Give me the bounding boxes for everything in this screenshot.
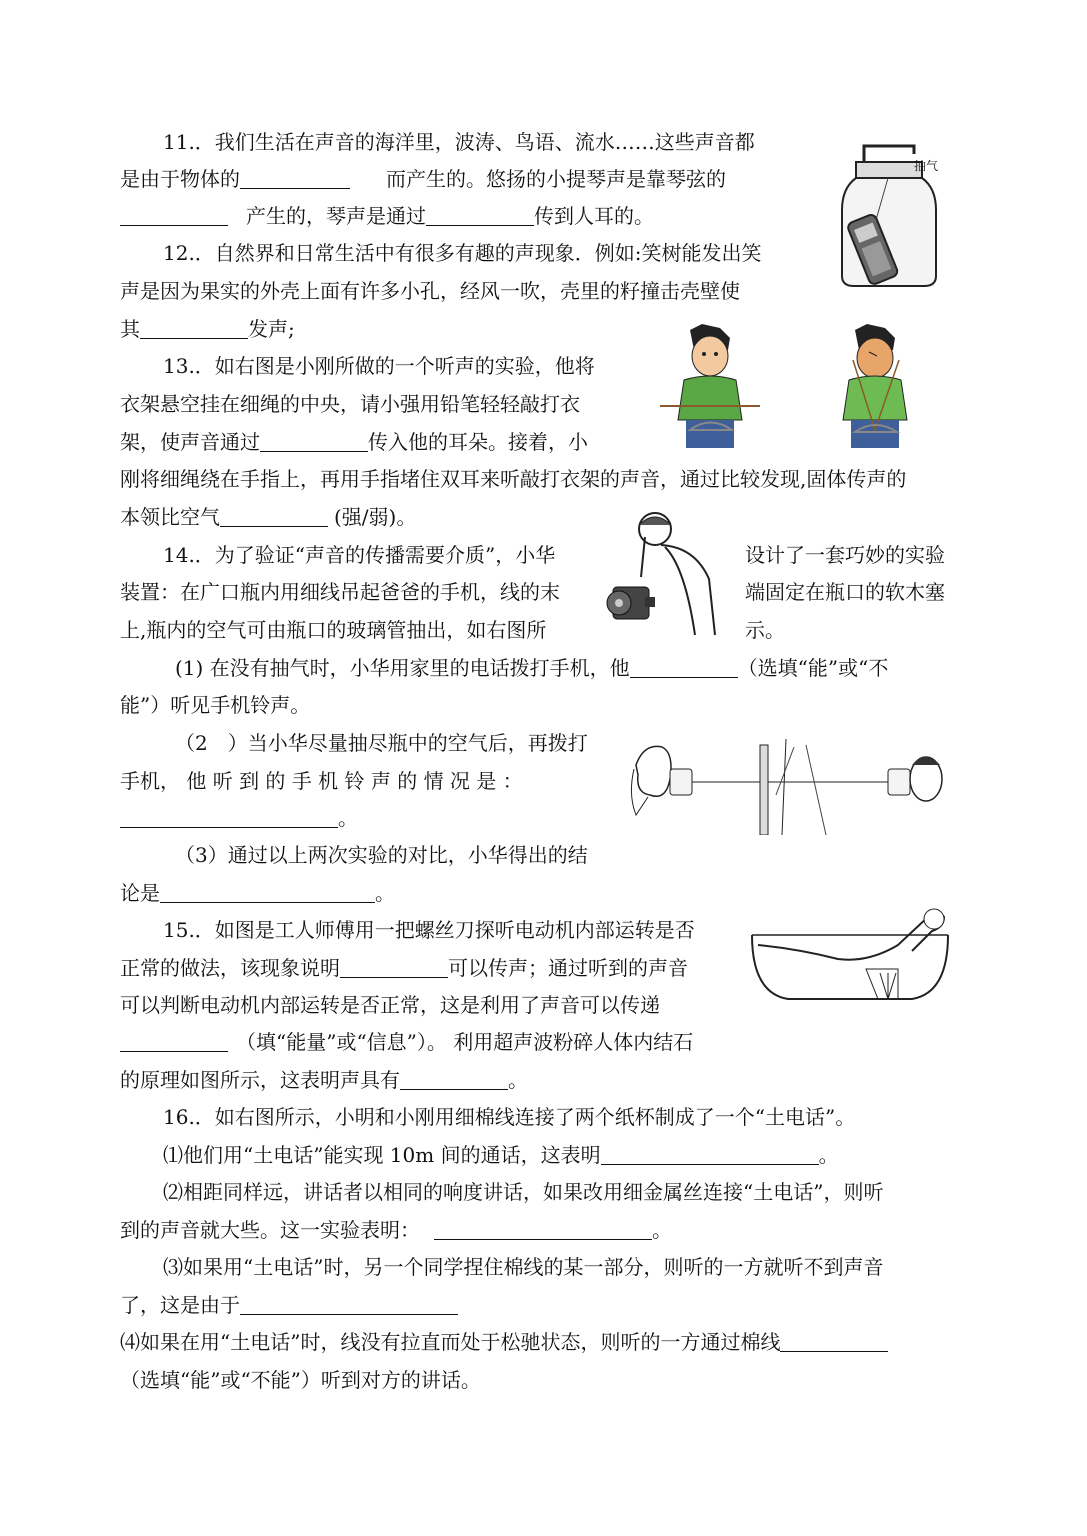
q16-part-4-cont: （选填“能”或“不能”）听到对方的讲话。: [120, 1368, 481, 1392]
q16-text-p1a: ⑴他们用“土电话”能实现 10m 间的通话，这表明: [163, 1143, 601, 1167]
jar-phone-figure: [836, 140, 952, 288]
q15-line-2: [120, 956, 688, 980]
q16-blank-3[interactable]: [240, 1294, 458, 1315]
q14-blank-3[interactable]: [160, 882, 375, 903]
q13-blank-1[interactable]: [260, 431, 368, 452]
q16-part-2: ⑵相距同样远，讲话者以相同的响度讲话，如果改用细金属丝连接“土电话”，则听: [163, 1180, 884, 1204]
q15-blank-3[interactable]: [400, 1069, 508, 1090]
q14-part-1: [175, 656, 888, 680]
q16-blank-4[interactable]: [780, 1331, 888, 1352]
q15-text-5a: 的原理如图所示，这表明声具有: [120, 1068, 400, 1092]
q12-blank-1[interactable]: [140, 318, 248, 339]
q11-text-2a: 是由于物体的: [120, 167, 240, 191]
q16-blank-2[interactable]: [434, 1219, 652, 1240]
q15-blank-2[interactable]: [120, 1031, 228, 1052]
q15-text-4a: （填“能量”或“信息”）。 利用超声波粉碎人体内结石: [236, 1030, 694, 1054]
q14-blank-2[interactable]: [120, 807, 338, 828]
q15-blank-1[interactable]: [340, 957, 448, 978]
q13-line-3: [120, 430, 588, 454]
q12-line-3: [120, 317, 295, 341]
q11-text-2b: 而产生的。悠扬的小提琴声是靠琴弦的: [386, 167, 726, 191]
q13-text-5b: (强/弱)。: [334, 505, 417, 529]
q13-line-4: 刚将细绳绕在手指上，再用手指堵住双耳来听敲打衣架的声音，通过比较发现,固体传声的: [120, 467, 907, 491]
q14-part-1-cont: 能”）听见手机铃声。: [120, 693, 311, 717]
q16-text-p2c: 。: [652, 1218, 672, 1242]
q16-part-4: [120, 1330, 888, 1354]
q14-line-1a: 14.．为了验证“声音的传播需要介质”，小华: [163, 543, 556, 567]
q11-line-1: 11.．我们生活在声音的海洋里，波涛、鸟语、流水……这些声音都: [163, 130, 755, 154]
q13-line-2: 衣架悬空挂在细绳的中央，请小强用铅笔轻轻敲打衣: [120, 392, 580, 416]
q15-text-2b: 可以传声；通过听到的声音: [448, 956, 688, 980]
q15-line-1: 15.．如图是工人师傅用一把螺丝刀探听电动机内部运转是否: [163, 918, 695, 942]
q11-line-2: [120, 167, 726, 191]
jar-label: 抽气: [914, 159, 939, 173]
q14-part-3-cont: [120, 881, 395, 905]
q12-line-1: 12.．自然界和日常生活中有很多有趣的声现象．例如:笑树能发出笑: [163, 241, 762, 265]
q14-text-p3b: 论是: [120, 881, 160, 905]
q16-part-3: ⑶如果用“土电话”时，另一个同学捏住棉线的某一部分，则听的一方就听不到声音: [163, 1255, 884, 1279]
q14-part-2-answer: [120, 806, 358, 830]
q14-line-2b: 端固定在瓶口的软木塞: [745, 580, 945, 604]
q15-text-5b: 。: [508, 1068, 528, 1092]
q12-text-3a: 其: [120, 317, 140, 341]
q14-line-2a: 装置：在广口瓶内用细线吊起爸爸的手机，线的末: [120, 580, 560, 604]
q11-blank-2[interactable]: [120, 205, 228, 226]
q14-text-p2c: 。: [338, 806, 358, 830]
q13-text-3a: 架，使声音通过: [120, 430, 260, 454]
q14-text-p3c: 。: [375, 881, 395, 905]
q13-text-5a: 本领比空气: [120, 505, 220, 529]
q16-part-3-cont: [120, 1293, 458, 1317]
q14-line-1b: 设计了一套巧妙的实验: [745, 543, 945, 567]
q14-line-3a: 上,瓶内的空气可由瓶口的玻璃管抽出，如右图所: [120, 618, 547, 642]
q14-text-p1a: (1) 在没有抽气时，小华用家里的电话拨打手机，他: [175, 656, 630, 680]
q11-text-3b: 传到人耳的。: [534, 204, 654, 228]
q11-text-3a: 产生的，琴声是通过: [246, 204, 426, 228]
ultrasonic-bath-figure: [748, 903, 953, 1013]
q16-line-1: 16.．如右图所示，小明和小刚用细棉线连接了两个纸杯制成了一个“土电话”。: [163, 1105, 856, 1129]
q11-blank-3[interactable]: [426, 205, 534, 226]
q11-line-3: [120, 204, 654, 228]
q16-part-1: [163, 1143, 839, 1167]
q13-line-5: [120, 505, 416, 529]
q14-line-3b: 示。: [745, 618, 785, 642]
q14-part-2-cont: 手机， 他 听 到 的 手 机 铃 声 的 情 况 是 ：: [120, 769, 523, 793]
q13-blank-2[interactable]: [220, 506, 328, 527]
q14-blank-1[interactable]: [630, 657, 738, 678]
q12-text-3b: 发声;: [248, 317, 295, 341]
string-phone-figure: [626, 735, 946, 835]
q15-line-5: [120, 1068, 528, 1092]
q16-text-p4a: ⑷如果在用“土电话”时，线没有拉直而处于松驰状态，则听的一方通过棉线: [120, 1330, 781, 1354]
q16-text-p3b: 了，这是由于: [120, 1293, 240, 1317]
q15-line-3: 可以判断电动机内部运转是否正常，这是利用了声音可以传递: [120, 993, 660, 1017]
q15-line-4: [120, 1030, 693, 1054]
q13-line-1: 13.．如右图是小刚所做的一个听声的实验，他将: [163, 354, 595, 378]
q15-text-2a: 正常的做法，该现象说明: [120, 956, 340, 980]
q14-part-2: （2 ）当小华尽量抽尽瓶中的空气后，再拨打: [175, 731, 588, 755]
worker-motor-figure: [605, 507, 735, 637]
q12-line-2: 声是因为果实的外壳上面有许多小孔，经风一吹，壳里的籽撞击壳壁使: [120, 279, 740, 303]
q16-blank-1[interactable]: [601, 1144, 819, 1165]
q13-text-3b: 传入他的耳朵。接着，小: [368, 430, 588, 454]
q14-part-3: （3）通过以上两次实验的对比，小华得出的结: [175, 843, 588, 867]
q16-text-p1b: 。: [818, 1143, 839, 1167]
q14-text-p1b: （选填“能”或“不: [737, 656, 889, 680]
q16-text-p2b: 到的声音就大些。这一实验表明：: [120, 1218, 420, 1242]
q11-blank-1[interactable]: [240, 168, 350, 189]
boy-hanger-figure: [650, 320, 945, 450]
q16-part-2-cont: [120, 1218, 672, 1242]
